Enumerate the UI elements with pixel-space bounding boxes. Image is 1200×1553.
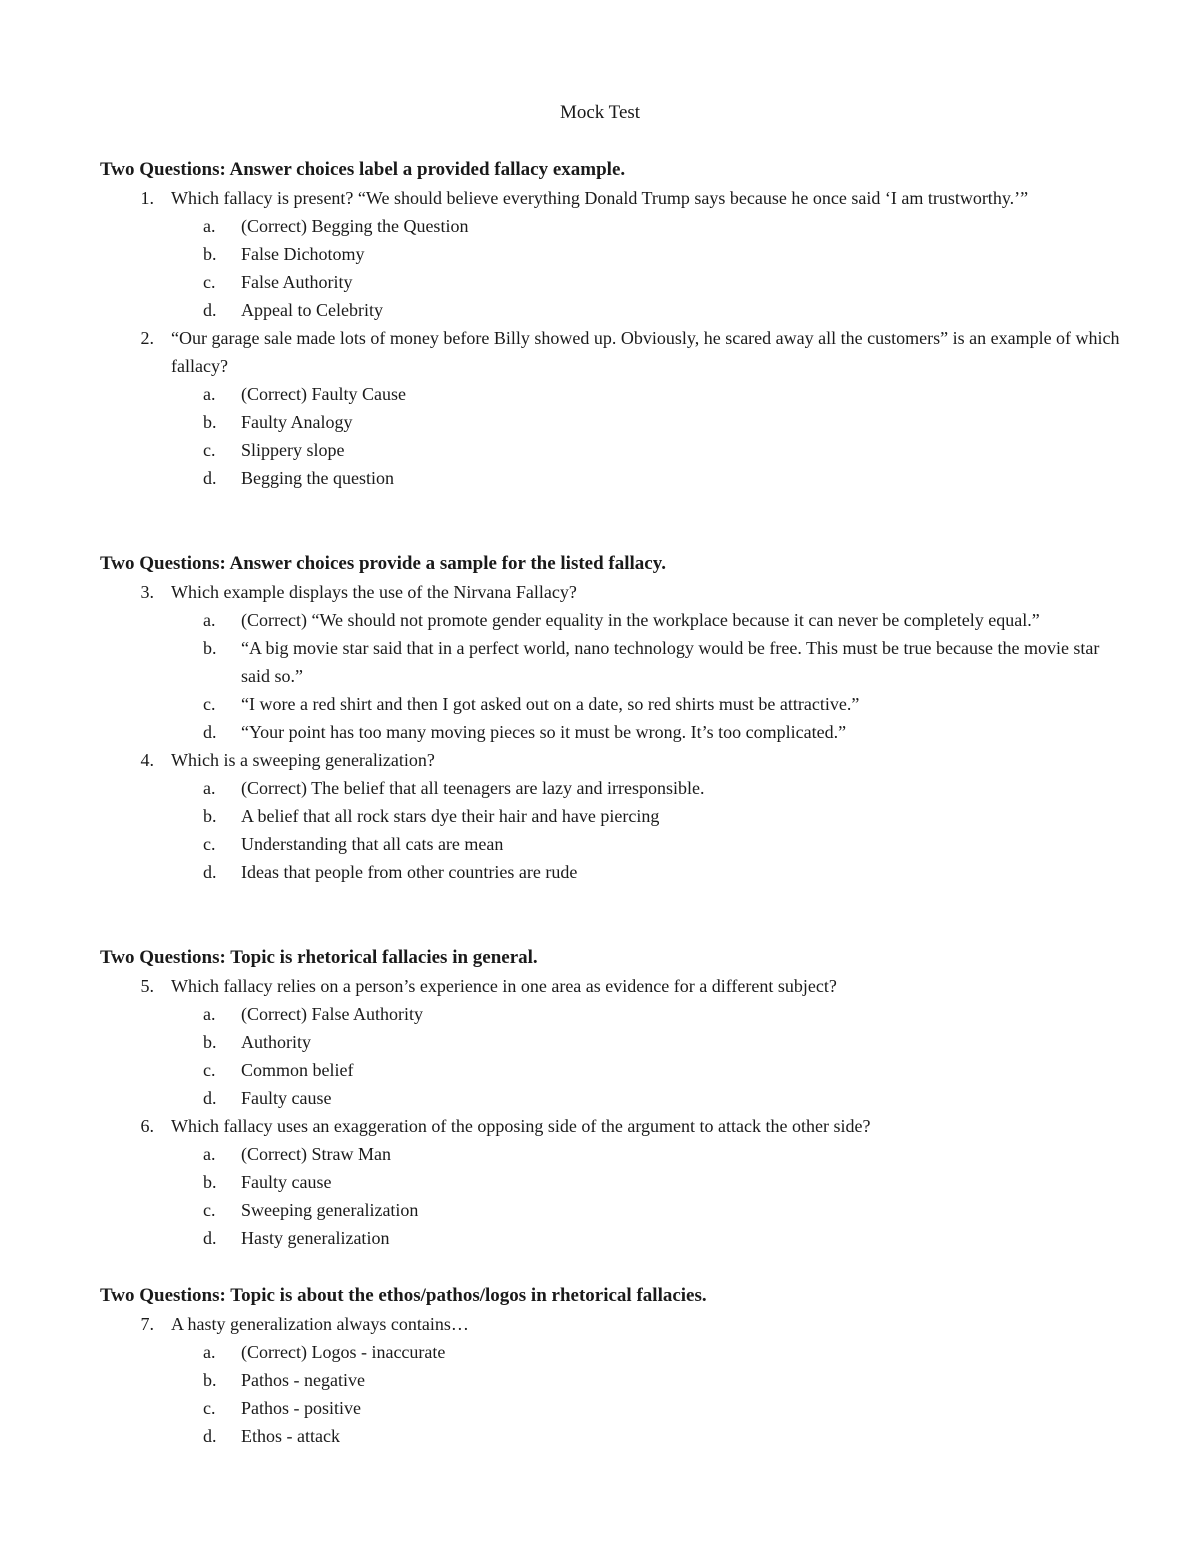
answer-letter: b. — [203, 638, 217, 658]
answer-text: Understanding that all cats are mean — [241, 834, 504, 854]
answer-letter: a. — [203, 384, 216, 404]
answer-text: Common belief — [241, 1060, 354, 1080]
answer-choice — [100, 774, 1120, 802]
section-2 — [100, 550, 1120, 886]
answer-text: Faulty cause — [241, 1172, 332, 1192]
answer-choice — [100, 1366, 1120, 1394]
question-5 — [100, 972, 1120, 1000]
answer-choice — [100, 690, 1120, 718]
answer-choice — [100, 1168, 1120, 1196]
answer-text: “A big movie star said that in a perfect world, nano technology would be free. This must be true because the movie star said so.” — [241, 638, 1100, 686]
section-3 — [100, 944, 1120, 1252]
answer-choice — [100, 1000, 1120, 1028]
question-number: 5. — [140, 976, 154, 996]
answer-letter: c. — [203, 1398, 216, 1418]
answer-choice — [100, 240, 1120, 268]
answer-text: A belief that all rock stars dye their hair and have piercing — [241, 806, 660, 826]
section-1 — [100, 156, 1120, 492]
answer-choice — [100, 380, 1120, 408]
answer-text: (Correct) “We should not promote gender equality in the workplace because it can never be completely equal.” — [241, 610, 1040, 630]
answer-letter: d. — [203, 1426, 217, 1446]
section-4 — [100, 1282, 1120, 1450]
answer-text: Pathos - positive — [241, 1398, 361, 1418]
question-4 — [100, 746, 1120, 774]
answer-letter: d. — [203, 300, 217, 320]
answer-letter: c. — [203, 1060, 216, 1080]
answer-text: (Correct) Straw Man — [241, 1144, 391, 1164]
page-title: Mock Test — [559, 102, 641, 123]
question-text: “Our garage sale made lots of money before Billy showed up. Obviously, he scared away all the customers” is an example of which fallacy? — [171, 328, 1120, 376]
answer-choice — [100, 464, 1120, 492]
answer-letter: b. — [203, 412, 217, 432]
answer-text: Pathos - negative — [241, 1370, 365, 1390]
answer-letter: a. — [203, 1004, 216, 1024]
answer-choice — [100, 1056, 1120, 1084]
answer-choice — [100, 1028, 1120, 1056]
answer-letter: b. — [203, 244, 217, 264]
answer-letter: b. — [203, 1172, 217, 1192]
answer-choice — [100, 1394, 1120, 1422]
answer-choice — [100, 830, 1120, 858]
answer-letter: d. — [203, 1088, 217, 1108]
question-text: A hasty generalization always contains… — [171, 1314, 469, 1334]
answer-text: Faulty cause — [241, 1088, 332, 1108]
answer-choice — [100, 1224, 1120, 1252]
answer-text: (Correct) False Authority — [241, 1004, 423, 1024]
answer-choice — [100, 1338, 1120, 1366]
answer-letter: b. — [203, 1370, 217, 1390]
answer-letter: d. — [203, 468, 217, 488]
answer-letter: b. — [203, 806, 217, 826]
answer-text: False Dichotomy — [241, 244, 365, 264]
question-number: 1. — [140, 188, 154, 208]
question-number: 2. — [140, 328, 154, 348]
answer-choice — [100, 408, 1120, 436]
answer-letter: d. — [203, 862, 217, 882]
question-1 — [100, 184, 1120, 212]
answer-text: Hasty generalization — [241, 1228, 390, 1248]
answer-text: (Correct) Faulty Cause — [241, 384, 406, 404]
answer-letter: a. — [203, 1342, 216, 1362]
answer-text: Slippery slope — [241, 440, 345, 460]
answer-choice — [100, 802, 1120, 830]
answer-choice — [100, 296, 1120, 324]
answer-choice — [100, 606, 1120, 634]
answer-letter: c. — [203, 440, 216, 460]
answer-choice — [100, 212, 1120, 240]
answer-choice — [100, 1084, 1120, 1112]
answer-letter: c. — [203, 272, 216, 292]
answer-text: Appeal to Celebrity — [241, 300, 383, 320]
answer-letter: a. — [203, 610, 216, 630]
section-heading: Two Questions: Answer choices label a provided fallacy example. — [100, 159, 626, 180]
answer-text: False Authority — [241, 272, 353, 292]
question-text: Which fallacy uses an exaggeration of the opposing side of the argument to attack the other side? — [171, 1116, 871, 1136]
answer-letter: a. — [203, 216, 216, 236]
question-2 — [100, 324, 1120, 380]
answer-choice — [100, 858, 1120, 886]
question-number: 4. — [140, 750, 154, 770]
answer-letter: c. — [203, 834, 216, 854]
section-heading: Two Questions: Topic is rhetorical fallacies in general. — [100, 947, 538, 968]
answer-text: Begging the question — [241, 468, 394, 488]
answer-text: (Correct) The belief that all teenagers are lazy and irresponsible. — [241, 778, 705, 798]
question-6 — [100, 1112, 1120, 1140]
answer-choice — [100, 634, 1120, 690]
question-number: 6. — [140, 1116, 154, 1136]
answer-letter: c. — [203, 694, 216, 714]
question-text: Which is a sweeping generalization? — [171, 750, 435, 770]
answer-choice — [100, 718, 1120, 746]
answer-text: Sweeping generalization — [241, 1200, 419, 1220]
question-number: 7. — [140, 1314, 154, 1334]
question-text: Which fallacy is present? “We should believe everything Donald Trump says because he once said ‘I am trustworthy.’” — [171, 188, 1029, 208]
question-text: Which fallacy relies on a person’s experience in one area as evidence for a different subject? — [171, 976, 837, 996]
answer-letter: a. — [203, 1144, 216, 1164]
answer-text: (Correct) Logos - inaccurate — [241, 1342, 446, 1362]
question-7 — [100, 1310, 1120, 1338]
answer-letter: b. — [203, 1032, 217, 1052]
answer-text: (Correct) Begging the Question — [241, 216, 469, 236]
question-number: 3. — [140, 582, 154, 602]
section-heading: Two Questions: Topic is about the ethos/pathos/logos in rhetorical fallacies. — [100, 1285, 707, 1306]
answer-text: Authority — [241, 1032, 311, 1052]
section-heading: Two Questions: Answer choices provide a sample for the listed fallacy. — [100, 553, 666, 574]
answer-text: Faulty Analogy — [241, 412, 353, 432]
answer-text: “I wore a red shirt and then I got asked out on a date, so red shirts must be attractive.” — [241, 694, 860, 714]
answer-choice — [100, 1140, 1120, 1168]
answer-choice — [100, 1196, 1120, 1224]
answer-text: Ethos - attack — [241, 1426, 340, 1446]
answer-letter: c. — [203, 1200, 216, 1220]
answer-letter: a. — [203, 778, 216, 798]
answer-choice — [100, 1422, 1120, 1450]
answer-letter: d. — [203, 722, 217, 742]
question-text: Which example displays the use of the Nirvana Fallacy? — [171, 582, 577, 602]
question-3 — [100, 578, 1120, 606]
answer-choice — [100, 268, 1120, 296]
answer-choice — [100, 436, 1120, 464]
answer-text: “Your point has too many moving pieces so it must be wrong. It’s too complicated.” — [241, 722, 847, 742]
answer-text: Ideas that people from other countries are rude — [241, 862, 578, 882]
answer-letter: d. — [203, 1228, 217, 1248]
